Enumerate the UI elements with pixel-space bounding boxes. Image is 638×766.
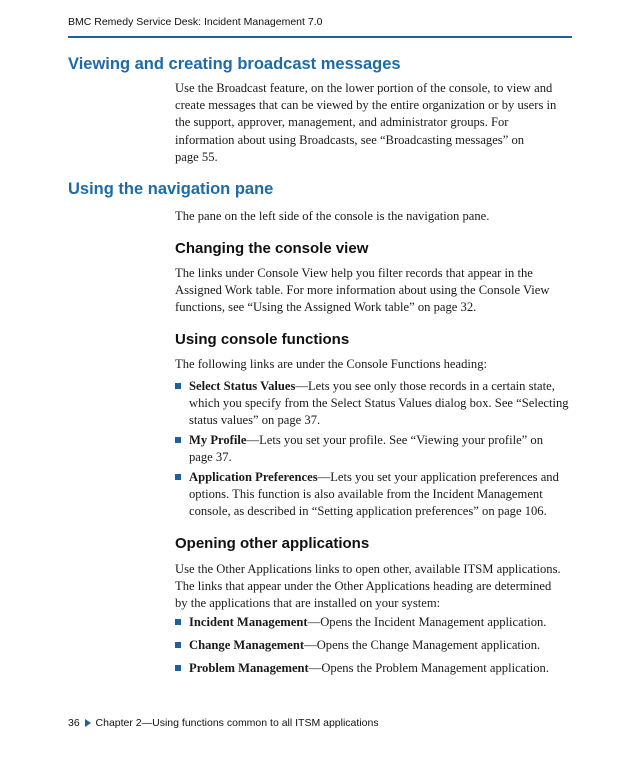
bullet-term: Problem Management — [189, 661, 309, 675]
header-rule — [68, 36, 572, 38]
text-line: Use the Broadcast feature, on the lower portion of the console, to view and — [175, 81, 553, 95]
page-number: 36 — [68, 717, 80, 729]
text-line: The links that appear under the Other Applications heading are determined — [175, 579, 552, 594]
section-heading-navigation: Using the navigation pane — [68, 180, 274, 198]
text-line: —Lets you see only those records in a certain state, — [295, 379, 555, 393]
console-functions-intro: The following links are under the Console Functions heading: — [175, 357, 487, 371]
text-line: —Opens the Problem Management application. — [308, 661, 550, 675]
bullet-icon — [175, 665, 181, 671]
broadcast-paragraph — [175, 80, 573, 166]
bullet-icon — [175, 619, 181, 625]
list-item — [175, 378, 573, 430]
bullet-term: Application Preferences — [189, 470, 318, 484]
text-line: —Lets you set your profile. See “Viewing your profile” on — [246, 433, 543, 447]
bullet-icon — [175, 642, 181, 648]
subsection-heading-other-apps: Opening other applications — [175, 535, 370, 552]
bullet-icon — [175, 383, 181, 389]
subsection-heading-console-functions: Using console functions — [175, 331, 350, 348]
arrow-right-icon — [85, 719, 91, 727]
section-heading-broadcast: Viewing and creating broadcast messages — [68, 55, 401, 73]
text-line: Assigned Work table. For more information about using the Console View — [175, 283, 550, 298]
list-item — [175, 432, 573, 466]
navigation-intro: The pane on the left side of the console is the navigation pane. — [175, 209, 490, 223]
chapter-title: Chapter 2—Using functions common to all ITSM applications — [95, 717, 379, 729]
text-line: create messages that can be viewed by the entire organization or by users in — [175, 98, 557, 113]
list-item — [175, 637, 573, 654]
text-line: —Opens the Incident Management application. — [307, 615, 547, 629]
page-footer — [68, 717, 379, 729]
text-line: which you specify from the Select Status Values dialog box. See “Selecting — [189, 396, 569, 411]
list-item — [175, 614, 573, 631]
text-line: The links under Console View help you filter records that appear in the — [175, 266, 533, 280]
text-line: status values” on page 37. — [189, 413, 321, 428]
text-line: Use the Other Applications links to open other, available ITSM applications. — [175, 562, 561, 576]
bullet-term: My Profile — [189, 433, 247, 447]
text-line: the support, approver, management, and administrator groups. For — [175, 115, 509, 130]
list-item — [175, 469, 573, 521]
text-line: page 37. — [189, 450, 232, 465]
text-line: page 55. — [175, 149, 218, 164]
text-line: information about using Broadcasts, see “Broadcasting messages” on — [175, 132, 525, 147]
text-line: —Opens the Change Management application. — [304, 638, 541, 652]
bullet-term: Incident Management — [189, 615, 308, 629]
text-line: console, as described in “Setting application preferences” on page 106. — [189, 504, 547, 519]
list-item — [175, 660, 573, 677]
bullet-term: Select Status Values — [189, 379, 296, 393]
text-line: by the applications that are installed on your system: — [175, 596, 441, 611]
console-view-paragraph — [175, 265, 573, 317]
subsection-heading-console-view: Changing the console view — [175, 240, 369, 257]
bullet-term: Change Management — [189, 638, 305, 652]
text-line: options. This function is also available from the Incident Management — [189, 487, 543, 502]
bullet-icon — [175, 437, 181, 443]
text-line: —Lets you set your application preferences and — [317, 470, 559, 484]
other-apps-paragraph — [175, 561, 573, 613]
bullet-icon — [175, 474, 181, 480]
running-header: BMC Remedy Service Desk: Incident Management 7.0 — [68, 16, 323, 28]
text-line: functions, see “Using the Assigned Work table” on page 32. — [175, 300, 477, 315]
